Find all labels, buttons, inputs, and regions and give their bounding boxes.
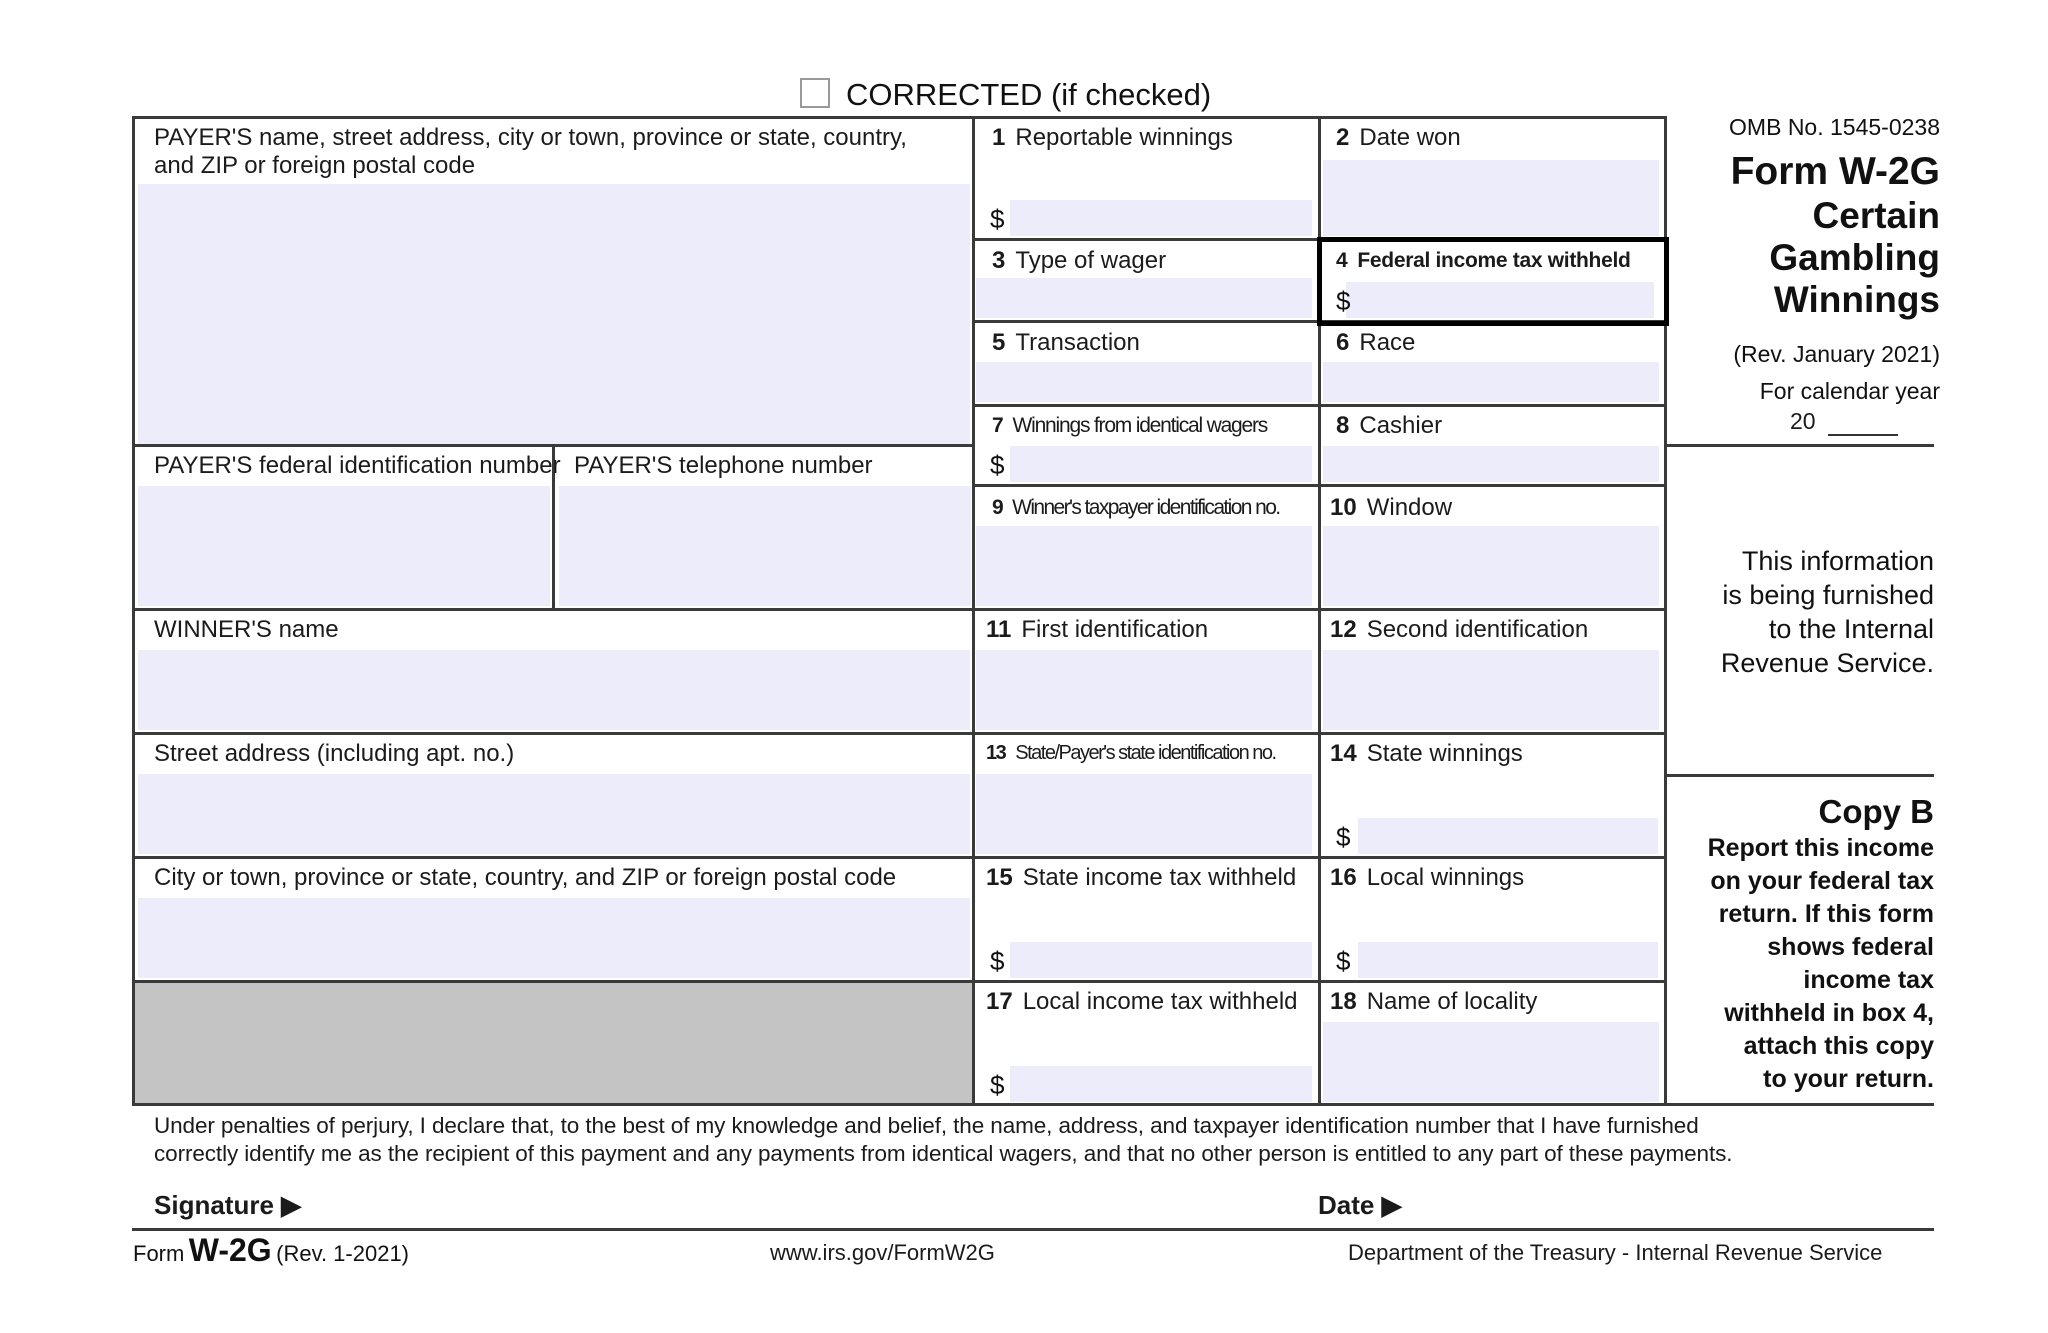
- payer-fed-id-field[interactable]: [138, 486, 550, 606]
- box8-field[interactable]: [1323, 446, 1659, 482]
- box3-field[interactable]: [976, 278, 1312, 318]
- copy-b-line: return. If this form: [1718, 900, 1934, 928]
- box14-dollar-sign: $: [1336, 822, 1351, 852]
- box12-field[interactable]: [1323, 650, 1659, 730]
- box17-label: 17 Local income tax withheld: [986, 988, 1298, 1015]
- grid-line: [132, 732, 975, 735]
- grid-line: [132, 444, 975, 447]
- irs-notice: [1672, 544, 1934, 680]
- winner-street-field[interactable]: [138, 774, 970, 854]
- form-subtitle-line-2: Gambling: [1769, 237, 1940, 278]
- grid-line: [972, 980, 1667, 983]
- payer-phone-field[interactable]: [559, 486, 971, 606]
- box14-label: 14 State winnings: [1330, 740, 1523, 767]
- form-title: Form W-2G: [1730, 150, 1940, 193]
- winner-city-label: City or town, province or state, country, and ZIP or foreign postal code: [154, 864, 897, 891]
- calendar-year-label: For calendar year: [1759, 378, 1940, 404]
- grid-line: [972, 856, 1667, 859]
- form-revision: (Rev. January 2021): [1733, 341, 1940, 367]
- footer-form-id: [133, 1232, 409, 1269]
- irs-notice-line: Revenue Service.: [1720, 648, 1934, 678]
- copy-b-line: shows federal: [1767, 933, 1934, 961]
- payer-name-label: PAYER'S name, street address, city or town, province or state, country,: [154, 124, 907, 151]
- footer-form-name: W-2G: [188, 1232, 272, 1268]
- box3-label: 3 Type of wager: [992, 247, 1167, 274]
- grid-line: [132, 116, 1667, 119]
- copy-b-title: Copy B: [1818, 793, 1934, 830]
- footer-form-rev: (Rev. 1-2021): [276, 1241, 410, 1266]
- grid-line: [132, 980, 975, 983]
- copy-b-line: income tax: [1803, 966, 1934, 994]
- grid-line: [972, 484, 1667, 487]
- irs-notice-line: to the Internal: [1768, 614, 1934, 644]
- box11-label: 11 First identification: [986, 616, 1209, 643]
- grid-line: [1664, 444, 1934, 447]
- declaration-line-2: correctly identify me as the recipient of this payment and any payments from identical wagers, and that no other person is entitled to any part of these payments.: [154, 1141, 1733, 1166]
- box1-label: 1 Reportable winnings: [992, 124, 1233, 151]
- box16-dollar-sign: $: [1336, 946, 1351, 976]
- copy-b-panel: [1672, 792, 1934, 1096]
- box18-field[interactable]: [1323, 1022, 1659, 1102]
- date-field[interactable]: [1420, 1180, 1920, 1222]
- box1-dollar-sign: $: [990, 204, 1005, 234]
- box15-field[interactable]: [1010, 942, 1312, 978]
- copy-b-line: attach this copy: [1743, 1032, 1934, 1060]
- copy-b-line: to your return.: [1763, 1065, 1934, 1093]
- box4-label: 4 Federal income tax withheld: [1336, 249, 1631, 272]
- signature-field[interactable]: [320, 1180, 1300, 1222]
- corrected-checkbox[interactable]: [800, 78, 830, 108]
- box12-label: 12 Second identification: [1330, 616, 1589, 643]
- box4-dollar-sign: $: [1336, 286, 1351, 316]
- box11-field[interactable]: [976, 650, 1312, 730]
- box7-dollar-sign: $: [990, 450, 1005, 480]
- box1-field[interactable]: [1010, 200, 1312, 236]
- footer-form-prefix: Form: [133, 1241, 185, 1266]
- box17-field[interactable]: [1010, 1066, 1312, 1102]
- irs-notice-line: This information: [1741, 546, 1934, 576]
- box8-label: 8 Cashier: [1336, 412, 1443, 439]
- year-prefix: 20: [1790, 408, 1816, 434]
- grid-line: [972, 404, 1667, 407]
- box14-field[interactable]: [1358, 818, 1658, 854]
- copy-b-line: on your federal tax: [1710, 867, 1934, 895]
- box13-label: 13 State/Payer's state identification no.: [986, 742, 1276, 764]
- box10-field[interactable]: [1323, 526, 1659, 606]
- box16-field[interactable]: [1358, 942, 1658, 978]
- box7-field[interactable]: [1010, 446, 1312, 482]
- footer-url: www.irs.gov/FormW2G: [770, 1240, 995, 1265]
- shaded-area: [134, 982, 972, 1104]
- box9-label: 9 Winner's taxpayer identification no.: [992, 496, 1280, 519]
- box2-field[interactable]: [1323, 160, 1659, 236]
- box18-label: 18 Name of locality: [1330, 988, 1538, 1015]
- corrected-label: CORRECTED (if checked): [846, 77, 1212, 112]
- box13-field[interactable]: [976, 774, 1312, 854]
- box15-dollar-sign: $: [990, 946, 1005, 976]
- box2-label: 2 Date won: [1336, 124, 1461, 151]
- copy-b-line: withheld in box 4,: [1724, 999, 1934, 1027]
- box5-label: 5 Transaction: [992, 329, 1140, 356]
- box17-dollar-sign: $: [990, 1070, 1005, 1100]
- grid-line: [132, 116, 135, 1106]
- payer-name-label-2: and ZIP or foreign postal code: [154, 152, 476, 179]
- date-label: Date ▶: [1318, 1190, 1402, 1220]
- winner-city-field[interactable]: [138, 898, 970, 978]
- form-subtitle-line-3: Winnings: [1773, 279, 1940, 320]
- form-subtitle-line-1: Certain: [1812, 195, 1940, 236]
- grid-line: [972, 732, 1667, 735]
- winner-name-field[interactable]: [138, 650, 970, 730]
- box10-label: 10 Window: [1330, 494, 1453, 521]
- signature-label: Signature ▶: [154, 1190, 302, 1220]
- grid-line: [132, 1228, 1934, 1231]
- grid-line: [132, 1103, 1934, 1106]
- winner-street-label: Street address (including apt. no.): [154, 740, 515, 767]
- omb-number: OMB No. 1545-0238: [1729, 114, 1940, 140]
- box9-field[interactable]: [976, 526, 1312, 606]
- copy-b-line: Report this income: [1707, 834, 1934, 862]
- footer-department: Department of the Treasury - Internal Revenue Service: [1348, 1240, 1883, 1265]
- winner-name-label: WINNER'S name: [154, 616, 339, 643]
- declaration-line-1: Under penalties of perjury, I declare that, to the best of my knowledge and belief, the name, address, and taxpayer identification number that I have furnished: [154, 1113, 1699, 1138]
- box15-label: 15 State income tax withheld: [986, 864, 1297, 891]
- box6-label: 6 Race: [1336, 329, 1416, 356]
- payer-name-field[interactable]: [138, 184, 970, 444]
- form-header-panel: [1672, 114, 1940, 405]
- box7-label: 7 Winnings from identical wagers: [992, 414, 1268, 437]
- year-input[interactable]: [1828, 406, 1898, 436]
- payer-fed-id-label: PAYER'S federal identification number: [154, 452, 561, 479]
- payer-phone-label: PAYER'S telephone number: [574, 452, 873, 479]
- box16-label: 16 Local winnings: [1330, 864, 1525, 891]
- irs-notice-line: is being furnished: [1722, 580, 1934, 610]
- grid-line: [132, 608, 975, 611]
- grid-line: [1664, 774, 1934, 777]
- grid-line: [132, 856, 975, 859]
- box5-field[interactable]: [976, 362, 1312, 402]
- grid-line: [972, 608, 1667, 611]
- box6-field[interactable]: [1323, 362, 1659, 402]
